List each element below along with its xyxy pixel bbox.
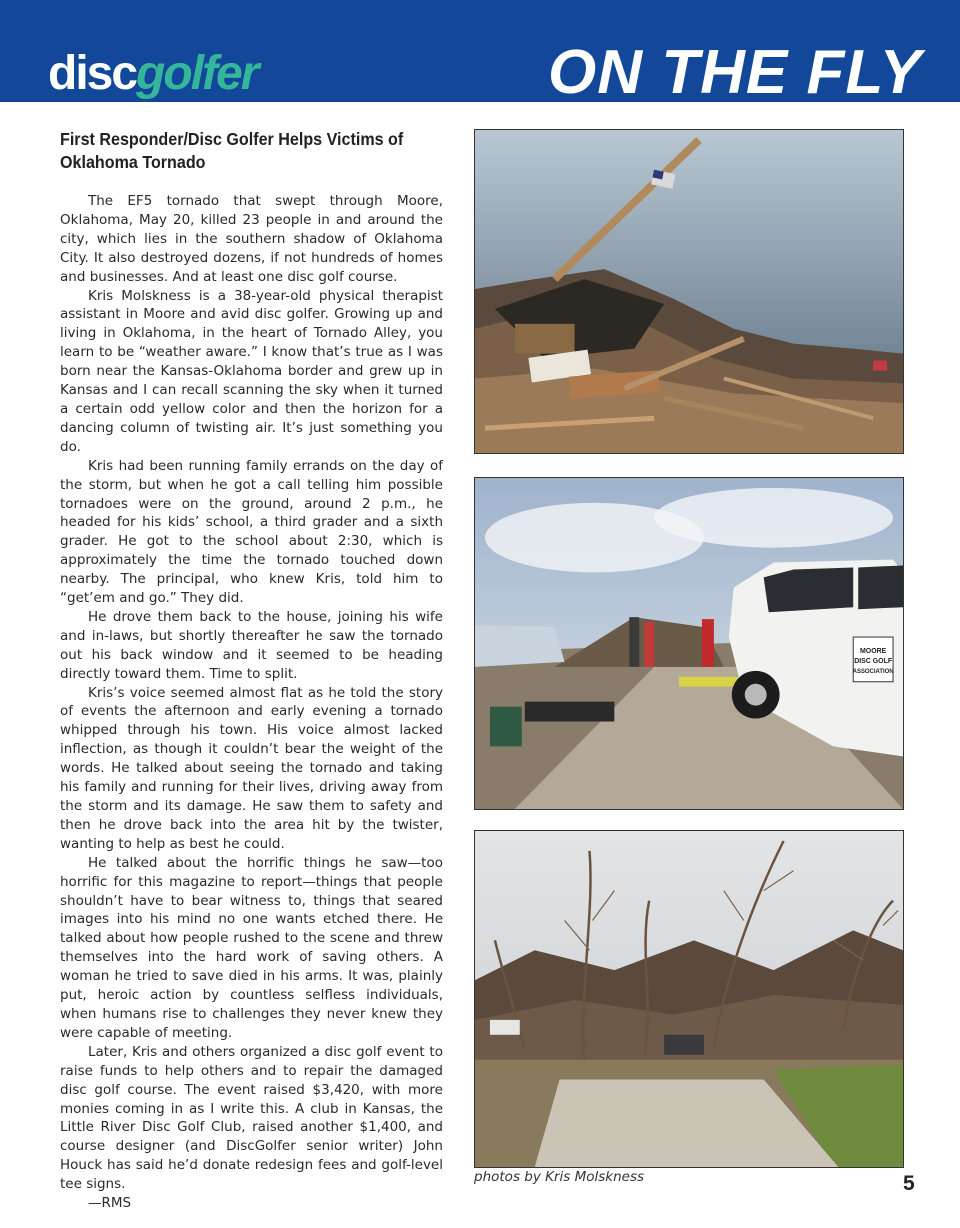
article-paragraph: The EF5 tornado that swept through Moore, Oklahoma, May 20, killed 23 people in and around the city, which lies in the southern shadow of Oklahoma City. It also destroyed dozens, if not hundreds of homes and businesses. And at least one disc golf course. (60, 193, 443, 285)
photo-debris-flag (474, 129, 904, 454)
article-paragraph: Kris had been running family errands on the day of the storm, but when he got a call telling him possible tornadoes were on the ground, around 2 p.m., he headed for his kids’ school, a third grader and a sixth grader. He got to the school about 2:30, which is approximately the time the tornado touched down nearby. The principal, who knew Kris, told him to “get’em and go.” They did. (60, 457, 443, 607)
article-signature: —RMS (88, 1195, 132, 1212)
logo-disc-text: disc (48, 47, 137, 100)
article-paragraph: Kris Molskness is a 38-year-old physical therapist assistant in Moore and avid disc golfer. Growing up and living in Oklahoma, in the heart of Tornado Alley, you learn to be “weather aware.” I know that’s true as I was born near the Kansas-Oklahoma border and grew up in Kansas and I can recall scanning the sky when it turned a certain odd yellow color and then the horizon for a dancing column of twisting air. It’s just something you do. (60, 287, 443, 455)
photo-white-suv (474, 477, 904, 810)
logo-golfer-text: golfer (136, 47, 258, 100)
magazine-logo (48, 47, 258, 100)
photo-tee-pad (474, 830, 904, 1168)
article-paragraph: Kris’s voice seemed almost flat as he told the story of events the afternoon and early evening a tornado whipped through his town. His voice almost lacked inflection, as though it couldn’t bear the weight of the words. He talked about seeing the tornado and taking his family and running for their lives, driving away from the storm and its damage. He saw them to safety and then he drove back into the area hit by the twister, wanting to help as best he could. (60, 684, 443, 852)
article-paragraph: Later, Kris and others organized a disc golf event to raise funds to help others and to repair the damaged disc golf course. The event raised $3,420, with more monies coming in as I write this. A club in Kansas, the Little River Disc Golf Club, raised another $1,400, and course designer (and DiscGolfer senior writer) John Houck has said he’d donate redesign fees and golf-level tee signs. (60, 1043, 443, 1193)
page-number: 5 (903, 1172, 915, 1195)
svg-text:ASSOCIATION: ASSOCIATION (852, 668, 894, 675)
vehicle-door-text (475, 809, 476, 810)
section-title: ON THE FLY (548, 38, 922, 107)
article-body (60, 192, 443, 1213)
photo-credit: photos by Kris Molskness (474, 1169, 645, 1185)
article-paragraph: He talked about the horrific things he saw—too horrific for this magazine to report—things that people shouldn’t have to bear witness to, things that seared images into his mind no one wants etched there. He talked about how people rushed to the scene and threw themselves into the hard work of saving others. A woman he tried to save died in his arms. It was, plainly put, heroic action by countless selfless individuals, when humans rise to challenges they never knew they were capable of meeting. (60, 854, 443, 1041)
svg-text:MOORE: MOORE (859, 647, 887, 655)
article-paragraph: He drove them back to the house, joining his wife and in-laws, but shortly thereafter he saw the tornado out his back window and it seemed to be heading directly toward them. Time to split. (60, 608, 443, 682)
article-headline: First Responder/Disc Golfer Helps Victims of Oklahoma Tornado (60, 129, 404, 172)
svg-text:DISC GOLF: DISC GOLF (854, 657, 893, 665)
